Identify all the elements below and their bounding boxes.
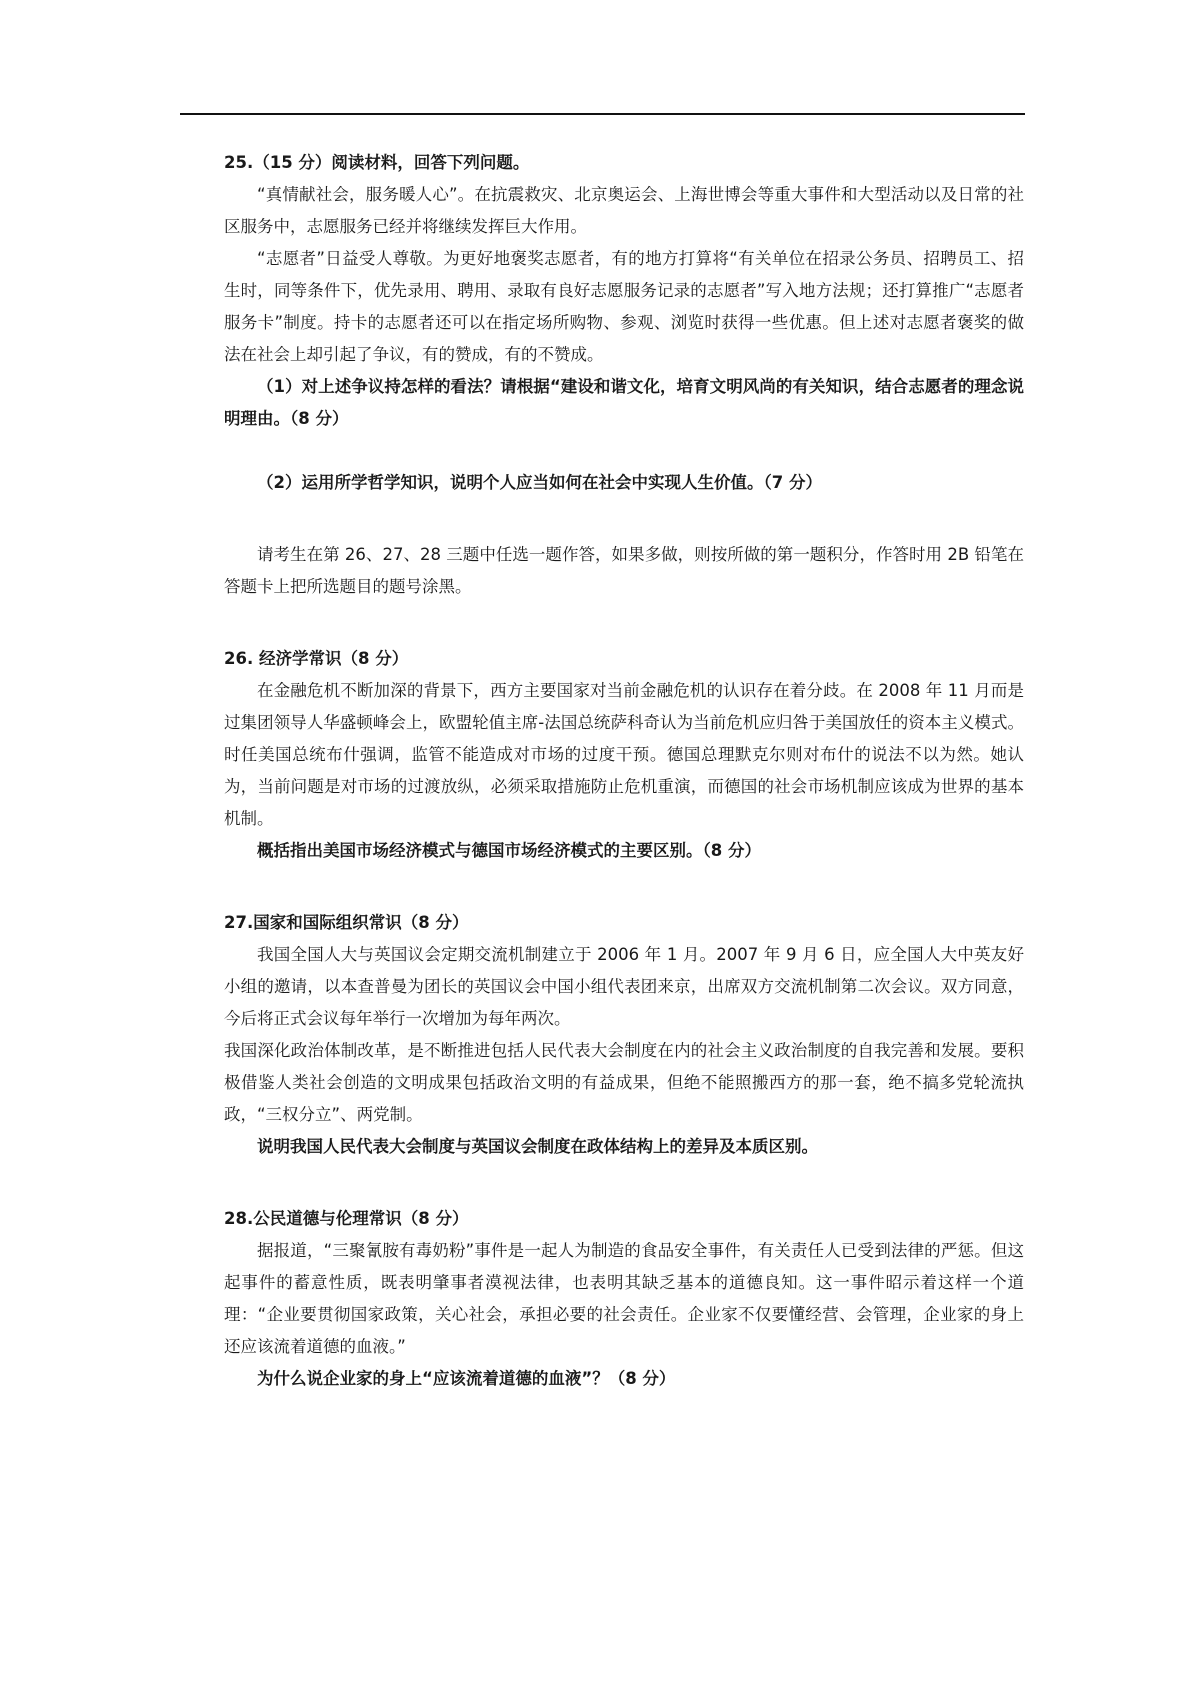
question-28-title: 28.公民道德与伦理常识（8 分） xyxy=(224,1209,469,1228)
question-25-subquestion-1: （1）对上述争议持怎样的看法？请根据“建设和谐文化，培育文明风尚的有关知识，结合志愿者的理念说明理由。（8 分） xyxy=(224,377,1024,428)
header-rule xyxy=(180,113,1025,115)
question-25-paragraph-1: “真情献社会，服务暖人心”。在抗震救灾、北京奥运会、上海世博会等重大事件和大型活动以及日常的社区服务中，志愿服务已经并将继续发挥巨大作用。 xyxy=(224,185,1024,236)
question-26-title: 26. 经济学常识（8 分） xyxy=(224,649,409,668)
question-27-paragraph-1: 我国全国人大与英国议会定期交流机制建立于 2006 年 1 月。2007 年 9 月 6 日，应全国人大中英友好小组的邀请，以本查普曼为团长的英国议会中国小组代表团来京，出席双方交流机制第二次会议。双方同意，今后将正式会议每年举行一次增加为每年两次。 xyxy=(224,945,1024,1028)
question-26 xyxy=(224,643,1024,867)
question-25-paragraph-2: “志愿者”日益受人尊敬。为更好地褒奖志愿者，有的地方打算将“有关单位在招录公务员、招聘员工、招生时，同等条件下，优先录用、聘用、录取有良好志愿服务记录的志愿者”写入地方法规；还打算推广“志愿者服务卡”制度。持卡的志愿者还可以在指定场所购物、参观、浏览时获得一些优惠。但上述对志愿者褒奖的做法在社会上却引起了争议，有的赞成，有的不赞成。 xyxy=(224,249,1024,364)
question-28-prompt: 为什么说企业家的身上“应该流着道德的血液”？（8 分） xyxy=(257,1369,676,1388)
question-26-paragraph: 在金融危机不断加深的背景下，西方主要国家对当前金融危机的认识存在着分歧。在 2008 年 11 月而是过集团领导人华盛顿峰会上，欧盟轮值主席-法国总统萨科奇认为当前危机应归咎于美国放任的资本主义模式。时任美国总统布什强调，监管不能造成对市场的过度干预。德国总理默克尔则对布什的说法不以为然。她认为，当前问题是对市场的过渡放纵，必须采取措施防止危机重演，而德国的社会市场机制应该成为世界的基本机制。 xyxy=(224,681,1024,828)
exam-page xyxy=(224,147,1024,1395)
question-27-paragraph-2: 我国深化政治体制改革，是不断推进包括人民代表大会制度在内的社会主义政治制度的自我完善和发展。要积极借鉴人类社会创造的文明成果包括政治文明的有益成果，但绝不能照搬西方的那一套，绝不搞多党轮流执政，“三权分立”、两党制。 xyxy=(224,1041,1024,1124)
question-27-prompt: 说明我国人民代表大会制度与英国议会制度在政体结构上的差异及本质区别。 xyxy=(257,1137,818,1156)
question-25-title: 25.（15 分）阅读材料，回答下列问题。 xyxy=(224,153,530,172)
elective-instructions: 请考生在第 26、27、28 三题中任选一题作答，如果多做，则按所做的第一题积分，作答时用 2B 铅笔在答题卡上把所选题目的题号涂黑。 xyxy=(224,545,1024,596)
question-27 xyxy=(224,907,1024,1163)
question-26-prompt: 概括指出美国市场经济模式与德国市场经济模式的主要区别。（8 分） xyxy=(257,841,761,860)
question-25 xyxy=(224,147,1024,499)
question-25-subquestion-2: （2）运用所学哲学知识，说明个人应当如何在社会中实现人生价值。（7 分） xyxy=(257,473,822,492)
question-27-title: 27.国家和国际组织常识（8 分） xyxy=(224,913,469,932)
question-28-paragraph: 据报道，“三聚氰胺有毒奶粉”事件是一起人为制造的食品安全事件，有关责任人已受到法律的严惩。但这起事件的蓄意性质，既表明肇事者漠视法律，也表明其缺乏基本的道德良知。这一事件昭示着这样一个道理：“企业要贯彻国家政策，关心社会，承担必要的社会责任。企业家不仅要懂经营、会管理，企业家的身上还应该流着道德的血液。” xyxy=(224,1241,1024,1356)
question-28 xyxy=(224,1203,1024,1395)
